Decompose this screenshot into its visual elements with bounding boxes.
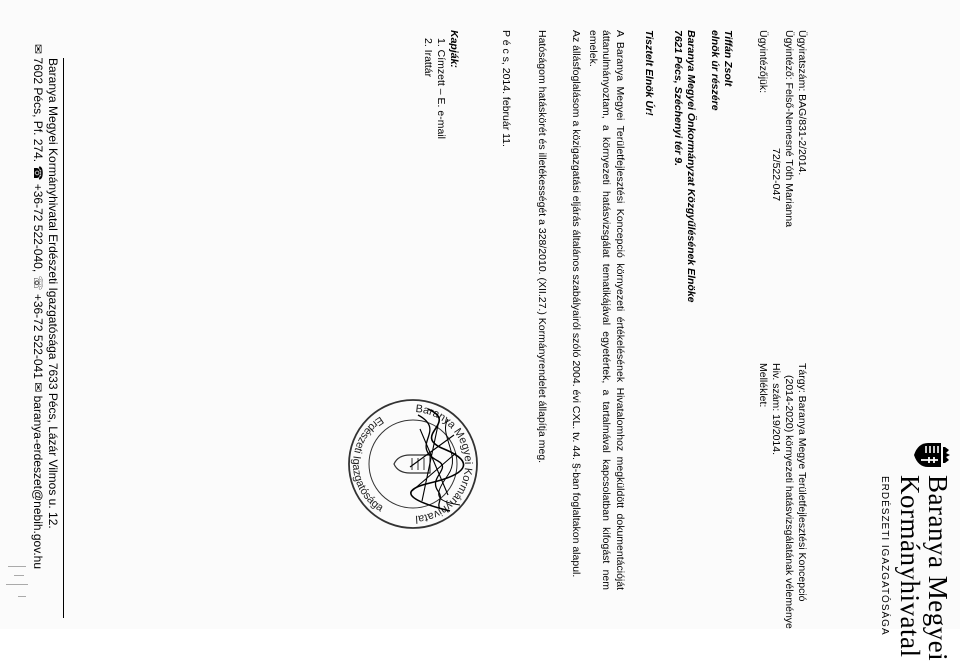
place-date: P é c s, 2014. február 11. (500, 30, 512, 147)
body-paragraph-2: Az állásfoglalásom a közigazgatási eljárás általános szabályairól szóló 2004. évi CXL. tv. 44. §-ban foglaltakon alapul. (570, 30, 582, 578)
org-name-line1: Baranya Megyei (923, 475, 953, 661)
body-paragraph-3: Hatóságom hatáskörét és illetékességét a 328/2010. (XII.27.) Kormányrendelet állapítja meg. (536, 30, 548, 464)
distribution-item: 1. Címzett – E. e-mail (435, 38, 447, 139)
subject-line1: Tárgy: Baranya Megye Területfejlesztési Koncepció (796, 363, 808, 602)
signature-mark (402, 405, 468, 515)
footer-line1: Baranya Megyei Kormányhivatal Erdészeti Igazgatósága 7633 Pécs, Lázár Vilmos u. 12. (46, 58, 60, 529)
case-phone: 72/522-047 (770, 148, 782, 202)
org-name-line2: Kormányhivatal (895, 475, 925, 658)
recipient-name: Tiffán Zsolt (722, 30, 734, 87)
contact-label: Ügyintézőjük: (757, 30, 769, 94)
scan-speckle (6, 584, 28, 585)
distribution-item: 2. Irattár (422, 38, 434, 78)
case-officer: Ügyintéző: Felső-Nemesné Tóth Marianna (783, 30, 795, 228)
footer-rule (63, 58, 64, 618)
scan-speckle (8, 566, 26, 567)
coat-of-arms-icon (912, 438, 952, 472)
svg-text:Erdészeti Igazgatósága (350, 414, 386, 515)
body-paragraph-1: A Baranya Megyei Területfejlesztési Koncepció környezeti értékelésének Hivatalomhoz megküldött dokumentációját áttanulmányoztam, a környezeti hatásvizsgálat tematikájával egyetértek, a tartalmával kapcsolatban kifogást nem emelek. (587, 30, 626, 590)
recipient-address: 7621 Pécs, Széchenyi tér 9. (672, 30, 684, 167)
footer-line2: ✉ 7602 Pécs, Pf. 274. ☎ +36-72 522-040, ☏ +36-72 522-041 ✉ baranya-erdeszet@nebih.gov.hu (31, 44, 45, 570)
stamp-inner-text: Erdészeti Igazgatósága (349, 413, 386, 515)
reference-number: Hiv. szám: 19/2014. (770, 363, 782, 456)
case-number: Ügyiratszám: BAG/831-2/2014. (796, 30, 808, 176)
subject-line2: (2014-2020) környezeti hatásvizsgálatának véleménye (783, 375, 795, 629)
scan-speckle (18, 596, 26, 597)
salutation: Tisztelt Elnök Úr! (643, 30, 655, 116)
org-department: ERDÉSZETI IGAZGATÓSÁGA (879, 476, 890, 636)
attachments-label: Melléklet: (757, 363, 769, 408)
stamp-outer-text: Baranya Megyei Kormányhivatal (414, 402, 475, 525)
recipient-role: elnök úr részére (709, 30, 721, 111)
distribution-label: Kapják: (448, 30, 460, 68)
scan-speckle (14, 575, 24, 576)
recipient-institution: Baranya Megyei Önkormányzat Közgyűlésének Elnöke (685, 30, 697, 303)
